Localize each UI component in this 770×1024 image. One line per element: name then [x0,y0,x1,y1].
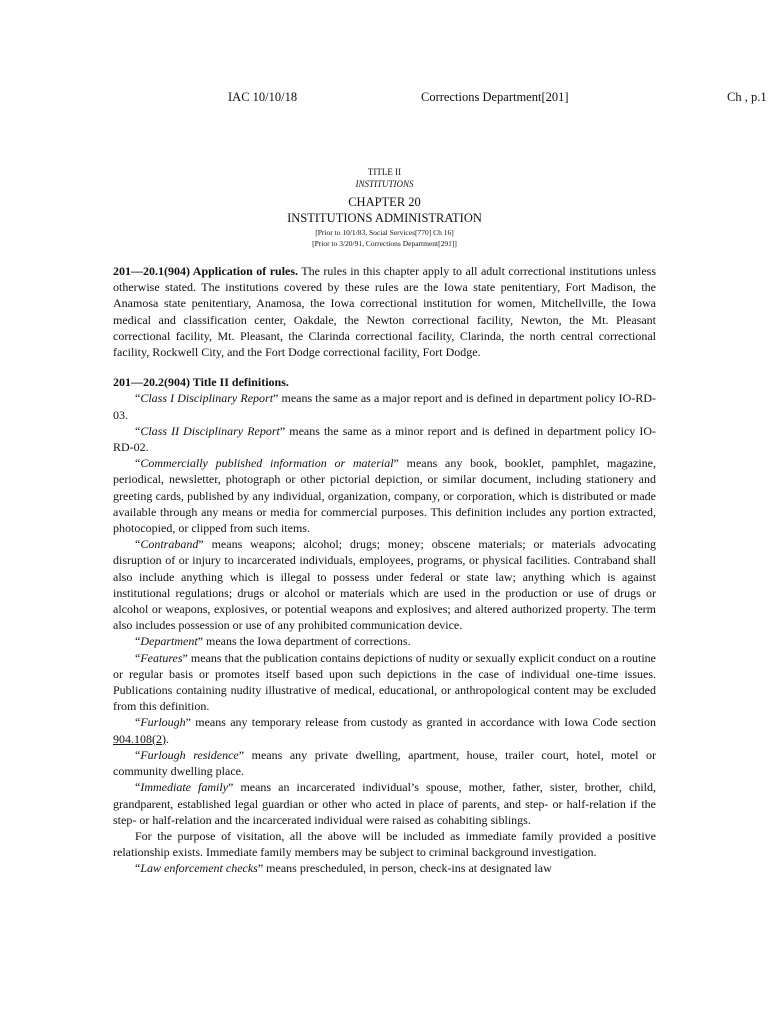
rule-heading: 201—20.1(904) Application of rules. [113,264,299,278]
definition-item: “Contraband” means weapons; alcohol; drugs; money; obscene materials; or materials advocating disruption of or injury to incarcerated individuals, employees, programs, or physical facilities. Contraband shall also include anything which is illegal to possess under federal or state law; anything which is against institutional regulations; drugs or alcohol or materials which are used in the production or use of drugs or alcohol or weapons, explosives, or potential weapons and explosives; and altered authorized property. The term also includes possession or use of any prohibited communication device. [113,537,656,633]
definition-text: means the same as a major report and is defined in department policy IO-RD-03. [113,391,656,422]
definition-text: means the Iowa department of corrections. [202,634,411,649]
definition-item: “Features” means that the publication contains depictions of nudity or sexually explicit conduct on a routine or regular basis or promotes itself based upon such depictions in the case of individual one-time issues. Publications containing nudity illustrative of medical, educational, or anthropological content may be excluded from this definition. [113,650,656,714]
title-label: TITLE II [367,167,402,177]
definition-text: means any private dwelling, apartment, house, trailer court, hotel, motel or community dwelling place. [113,747,656,779]
definition-term: Immediate family [140,780,229,795]
title-block [113,166,656,249]
definition-item: For the purpose of visitation, all the above will be included as immediate family provided a positive relationship exists. Immediate family members may be subject to criminal background investigation. [113,828,656,860]
definition-item: “Commercially published information or material” means any book, booklet, pamphlet, magazine, periodical, newsletter, photograph or other pictorial depiction, or similar document, including stationery and greeting cards, published by any individual, organization, company, or corporation, which is distributed or made available through any means or media for commercial purposes. This definition includes any portion extracted, photocopied, or clipped from such items. [113,456,656,536]
definition-text: means an incarcerated individual’s spouse, mother, father, sister, brother, child, grandparent, established legal guardian or other who acted in place of parents, and step- or half-relation if the step- or half-relation and the incarcerated individual were raised as cohabiting siblings. [113,780,656,827]
definition-term: Class I Disciplinary Report [140,391,274,406]
header-page-number: Ch , p.1 [727,90,767,104]
code-section-link[interactable]: 904.108(2) [113,731,166,746]
definition-term: Law enforcement checks [140,861,258,876]
rule-text: The rules in this chapter apply to all adult correctional institutions unless otherwise stated. The institutions covered by these rules are the Iowa state penitentiary, Fort Madison, the Anamosa state penitentiary, Anamosa, the Iowa correctional institution for women, Mitchellville, the Iowa medical and classification center, Oakdale, the Newton correctional facility, Newton, the Mt. Pleasant correctional facility, Mt. Pleasant, the Clarinda correctional facility, Clarinda, the north central correctional facility, Rockwell City, and the Fort Dodge correctional facility, Fort Dodge. [113,264,656,360]
definition-text: means weapons; alcohol; drugs; money; obscene materials; or materials advocating disruption of or injury to incarcerated individuals, employees, programs, or physical facilities. Contraband shall also include anything which is illegal to possess under federal or state law; anything which is against institutional regulations; drugs or alcohol or materials which are used in the production or use of drugs or alcohol or weapons, explosives, or potential weapons and explosives; and altered authorized property. The term also includes possession or use of any prohibited communication device. [113,537,656,633]
definition-item: “Immediate family” means an incarcerated individual’s spouse, mother, father, sister, brother, child, grandparent, established legal guardian or other who acted in place of parents, and step- or half-relation if the step- or half-relation and the incarcerated individual were raised as cohabiting siblings. [113,780,656,827]
definition-term: Features [140,650,183,665]
definition-term: Class II Disciplinary Report [140,423,280,438]
definition-text: means any book, booklet, pamphlet, magazine, periodical, newsletter, photograph or other pictorial depiction, or similar document, including stationery and greeting cards, published by any individual, organization, company, or corporation, which is distributed or made available through any means or media for commercial purposes. This definition includes any portion extracted, photocopied, or clipped from such items. [113,456,656,536]
definition-text: means prescheduled, in person, check-ins at designated law [263,861,552,876]
rule-application [113,263,656,360]
rule-heading: 201—20.2(904) Title II definitions. [113,375,289,390]
definition-term: Contraband [140,537,199,552]
definition-term: Furlough [140,715,186,730]
document-body [113,263,656,877]
definition-item: “Class II Disciplinary Report” means the same as a minor report and is defined in department policy IO-RD-02. [113,423,657,455]
chapter-name: INSTITUTIONS ADMINISTRATION [287,211,482,225]
definition-item: “Furlough” means any temporary release from custody as granted in accordance with Iowa Code section 904.108(2). [113,715,656,746]
definition-item: “Furlough residence” means any private dwelling, apartment, house, trailer court, hotel, motel or community dwelling place. [113,747,656,779]
definition-term: Commercially published information or material [140,456,394,471]
definition-term: Furlough residence [140,747,239,762]
definition-item: “Law enforcement checks” means prescheduled, in person, check-ins at designated law [135,861,552,876]
definition-term: Department [140,634,198,649]
title-subtitle: INSTITUTIONS [355,179,414,189]
history-note-2: [Prior to 3/20/91, Corrections Department[291]] [312,239,457,248]
header-date: IAC 10/10/18 [228,90,298,104]
definitions-list [113,390,656,876]
definition-item: “Department” means the Iowa department of corrections. [135,634,411,649]
definition-text: means the same as a minor report and is defined in department policy IO-RD-02. [113,423,657,455]
header-department: Corrections Department[201] [421,90,569,104]
history-note-1: [Prior to 10/1/83, Social Services[770] Ch 16] [315,228,454,237]
page-header [0,90,770,106]
chapter-number: CHAPTER 20 [348,195,421,209]
definition-item: “Class I Disciplinary Report” means the same as a major report and is defined in department policy IO-RD-03. [113,391,656,422]
definition-text: means any temporary release from custody as granted in accordance with Iowa Code section [191,715,656,730]
definition-text: means that the publication contains depictions of nudity or sexually explicit conduct on a routine or regular basis or promotes itself based upon such depictions in the case of individual one-time issues. Publications containing nudity illustrative of medical, educational, or anthropological content may be excluded from this definition. [113,650,656,714]
